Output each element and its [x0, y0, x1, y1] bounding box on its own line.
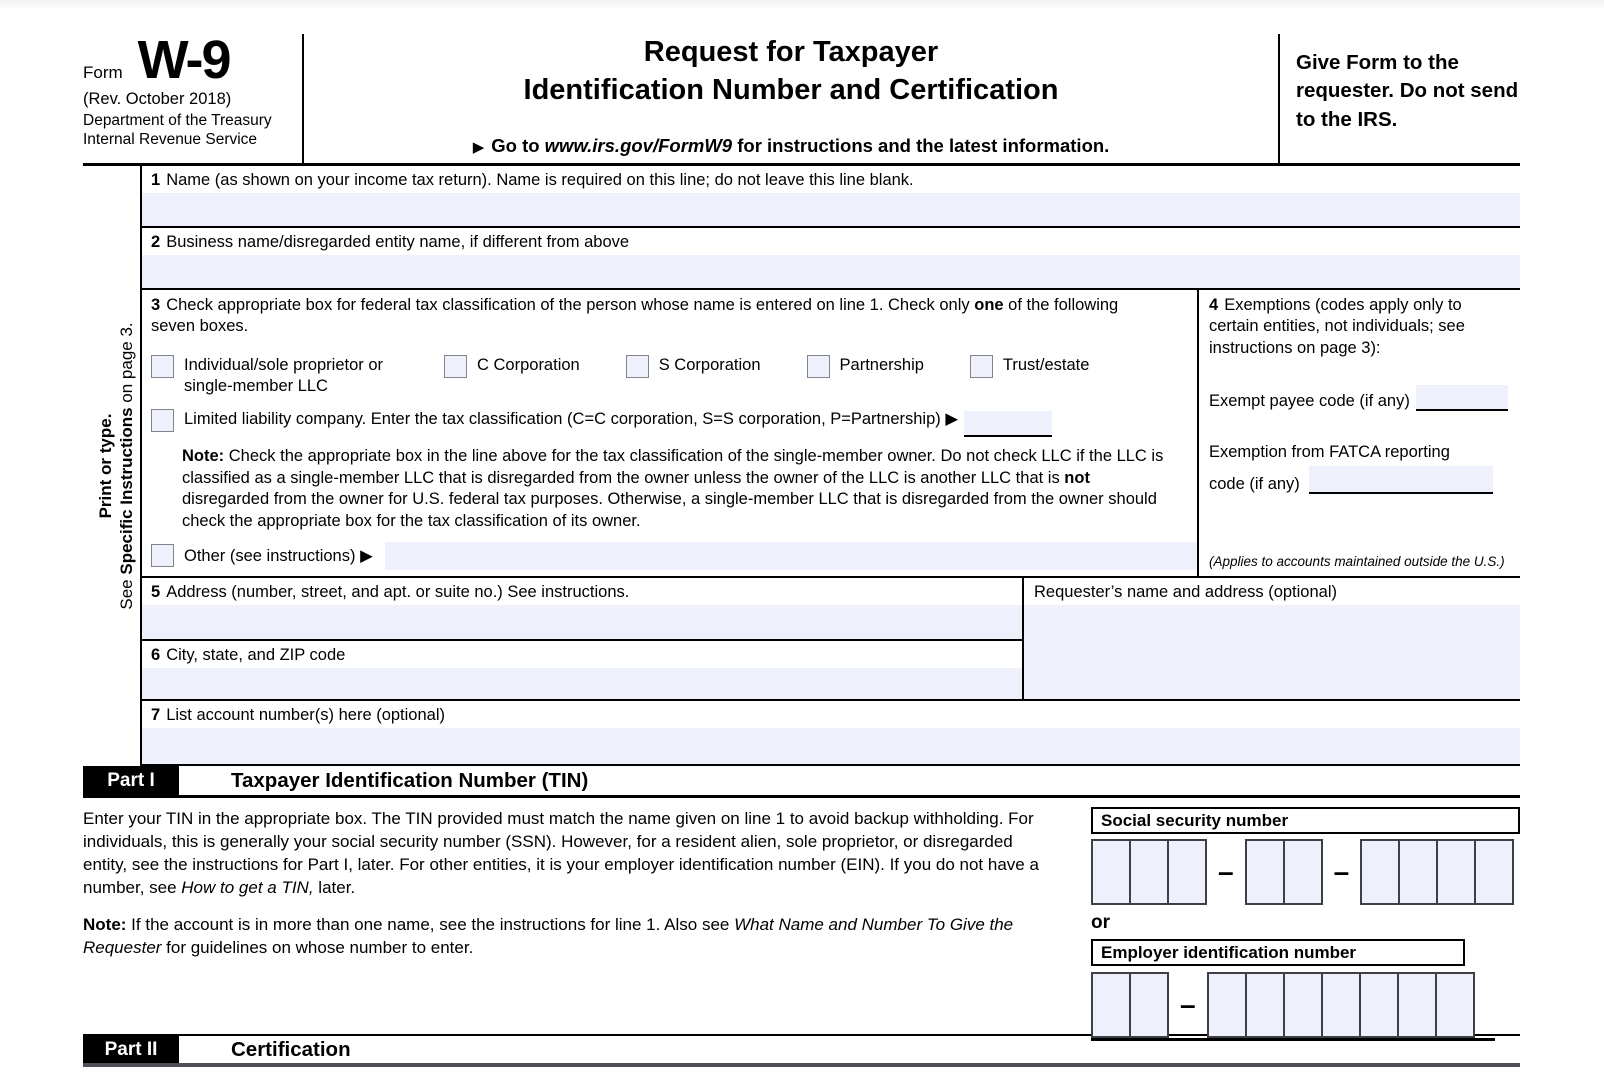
option-trust-estate — [970, 355, 1090, 396]
trust-estate-checkbox[interactable] — [970, 355, 993, 378]
line2-label: 2 Business name/disregarded entity name, if different from above — [151, 233, 630, 251]
part1-content — [83, 798, 1520, 1034]
option-c-corporation — [444, 355, 580, 396]
llc-checkbox[interactable] — [151, 409, 174, 432]
fatca-code-input[interactable] — [1309, 466, 1493, 494]
right-arrow-icon: ▶ — [360, 546, 373, 565]
line3-line4-row — [142, 290, 1520, 578]
ssn-group-1 — [1091, 839, 1207, 905]
form-revision: (Rev. October 2018) — [83, 89, 232, 108]
ein-group-2 — [1207, 972, 1475, 1038]
line1-label: 1 Name (as shown on your income tax return). Name is required on this line; do not leave this line blank. — [151, 171, 914, 189]
individual-checkbox[interactable] — [151, 355, 174, 378]
print-or-type-sidebar — [83, 166, 140, 766]
part2-tag: Part II — [83, 1036, 179, 1063]
llc-classification-input[interactable] — [964, 411, 1052, 437]
tin-digit-cell[interactable] — [1167, 839, 1207, 905]
goto-instructions-line: ▶ Go to www.irs.gov/FormW9 for instructions and the latest information. — [472, 135, 1110, 156]
partnership-label: Partnership — [839, 355, 924, 374]
tin-digit-cell[interactable] — [1245, 972, 1285, 1038]
tin-digit-cell[interactable] — [1435, 972, 1475, 1038]
viewport-top-fade — [0, 0, 1604, 9]
city-state-zip-input[interactable] — [142, 668, 1022, 699]
tin-digit-cell[interactable] — [1359, 972, 1399, 1038]
requester-box — [1022, 578, 1520, 699]
part1-instructions — [83, 798, 1039, 1034]
tin-digit-cell[interactable] — [1207, 972, 1247, 1038]
option-llc — [151, 409, 1197, 437]
tin-digit-cell[interactable] — [1360, 839, 1400, 905]
ein-group-1 — [1091, 972, 1169, 1038]
form-title: Request for Taxpayer Identification Number and Certification — [523, 36, 1059, 106]
tin-instructions: Enter your TIN in the appropriate box. The TIN provided must match the name given on line 1 to avoid backup withholding. For individuals, this is generally your social security number (SSN). However, for a resident alien, sole proprietor, or disregarded entity, see the instructions for Part I, later. For other entities, it is your employer identification number (EIN). If you do not have a number, see How to get a TIN, later. — [83, 808, 1039, 897]
form-body — [83, 166, 1520, 766]
or-label: or — [1091, 911, 1110, 933]
tin-digit-cell[interactable] — [1436, 839, 1476, 905]
option-partnership — [807, 355, 924, 396]
line5-row — [142, 578, 1022, 641]
tin-digit-cell[interactable] — [1398, 839, 1438, 905]
tin-digit-cell[interactable] — [1283, 972, 1323, 1038]
line3-label: 3 Check appropriate box for federal tax classification of the person whose name is entered on line 1. Check only one of the following seven boxes. — [151, 296, 1119, 336]
other-checkbox[interactable] — [151, 544, 174, 567]
irs-url-text: www.irs.gov/FormW9 — [544, 135, 733, 156]
part1-tag: Part I — [83, 766, 179, 795]
ein-label-box: Employer identification number — [1091, 939, 1465, 966]
other-input[interactable] — [385, 542, 1197, 570]
tin-digit-cell[interactable] — [1283, 839, 1323, 905]
ein-dash: – — [1180, 988, 1196, 1020]
account-numbers-input[interactable] — [142, 728, 1520, 764]
tin-digit-cell[interactable] — [1091, 972, 1131, 1038]
fatca-label-line2: code (if any) — [1209, 475, 1300, 494]
tin-digit-cell[interactable] — [1245, 839, 1285, 905]
ssn-label-box: Social security number — [1091, 807, 1520, 834]
exempt-payee-label: Exempt payee code (if any) — [1209, 392, 1410, 411]
exempt-payee-row — [1209, 385, 1510, 411]
service-line: Internal Revenue Service — [83, 130, 258, 148]
ein-cells-wrap — [1091, 972, 1495, 1041]
tin-digit-cell[interactable] — [1129, 839, 1169, 905]
ssn-cells — [1091, 839, 1520, 905]
option-other — [151, 542, 1197, 570]
line4-label: 4 Exemptions (codes apply only to certain entities, not individuals; see instructions on page 3): — [1209, 296, 1465, 357]
ssn-group-2 — [1245, 839, 1323, 905]
line7-label: 7 List account number(s) here (optional) — [151, 705, 445, 724]
trust-estate-label: Trust/estate — [1002, 355, 1090, 374]
llc-label: Limited liability company. Enter the tax classification (C=C corporation, S=S corporation, P=Partnership) ▶ — [184, 410, 959, 429]
exempt-payee-code-input[interactable] — [1416, 385, 1508, 411]
part2-title: Certification — [231, 1037, 351, 1061]
line7-row — [142, 701, 1520, 766]
address-input[interactable] — [142, 605, 1022, 639]
line6-label: 6 City, state, and ZIP code — [151, 645, 346, 664]
ssn-dash-1: – — [1218, 855, 1234, 887]
department-line: Department of the Treasury — [83, 111, 272, 129]
option-individual — [151, 355, 396, 396]
line1-row — [142, 166, 1520, 228]
ssn-dash-2: – — [1333, 855, 1350, 887]
line2-row — [142, 228, 1520, 290]
right-arrow-icon: ▶ — [472, 139, 485, 156]
tax-classification-options — [151, 355, 1197, 396]
line5-line6-row — [142, 578, 1520, 701]
ssn-group-3 — [1360, 839, 1514, 905]
form-header — [83, 22, 1520, 163]
ein-cells — [1091, 972, 1495, 1038]
w9-form — [83, 22, 1520, 1067]
s-corporation-label: S Corporation — [658, 355, 761, 374]
tin-entry-area — [1039, 798, 1520, 1034]
llc-note: Note: Check the appropriate box in the line above for the tax classification of the single-member owner. Do not check LLC if the LLC is classified as a single-member LLC that is disregarded from the owner unless the owner of the LLC is another LLC that is not disregarded from the owner for U.S. federal tax purposes. Otherwise, a single-member LLC that is disregarded from the owner should check the appropriate box for the tax classification of its owner. — [182, 447, 1164, 530]
fatca-row — [1209, 443, 1510, 494]
form-title-block — [304, 22, 1278, 163]
tin-digit-cell[interactable] — [1474, 839, 1514, 905]
sidebar-line1: Print or type. — [95, 413, 115, 519]
c-corporation-label: C Corporation — [477, 355, 580, 374]
tin-digit-cell[interactable] — [1397, 972, 1437, 1038]
line5-label: 5 Address (number, street, and apt. or suite no.) See instructions. — [151, 582, 630, 601]
individual-label: Individual/sole proprietor or single-member LLC — [184, 355, 384, 395]
part1-header — [83, 766, 1520, 798]
business-name-input[interactable] — [142, 255, 1520, 288]
name-input[interactable] — [142, 193, 1520, 226]
option-s-corporation — [626, 355, 761, 396]
tin-digit-cell[interactable] — [1091, 839, 1131, 905]
line6-row — [142, 641, 1022, 699]
form-number: W-9 — [137, 30, 230, 90]
requester-label: Requester’s name and address (optional) — [1034, 582, 1337, 601]
form-word: Form — [83, 63, 123, 82]
right-arrow-icon: ▶ — [945, 410, 959, 429]
tin-digit-cell[interactable] — [1321, 972, 1361, 1038]
other-label: Other (see instructions) ▶ — [184, 546, 373, 565]
tin-note: Note: If the account is in more than one name, see the instructions for line 1. Also see What Name and Number To Give the Requester for guidelines on whose number to enter. — [83, 915, 1014, 958]
c-corporation-checkbox[interactable] — [444, 355, 467, 378]
sidebar-line2: See Specific Instructions on page 3. — [117, 322, 137, 610]
tin-digit-cell[interactable] — [1129, 972, 1169, 1038]
fatca-label-line1: Exemption from FATCA reporting — [1209, 443, 1450, 462]
applies-note: (Applies to accounts maintained outside the U.S.) — [1209, 553, 1505, 569]
s-corporation-checkbox[interactable] — [626, 355, 649, 378]
part1-title: Taxpayer Identification Number (TIN) — [231, 768, 589, 792]
form-id-block — [83, 22, 302, 163]
partnership-checkbox[interactable] — [807, 355, 830, 378]
give-form-note: Give Form to the requester. Do not send to the IRS. — [1296, 51, 1519, 131]
requester-input[interactable] — [1024, 605, 1520, 699]
line4-section — [1197, 290, 1520, 576]
line3-section — [142, 290, 1197, 576]
